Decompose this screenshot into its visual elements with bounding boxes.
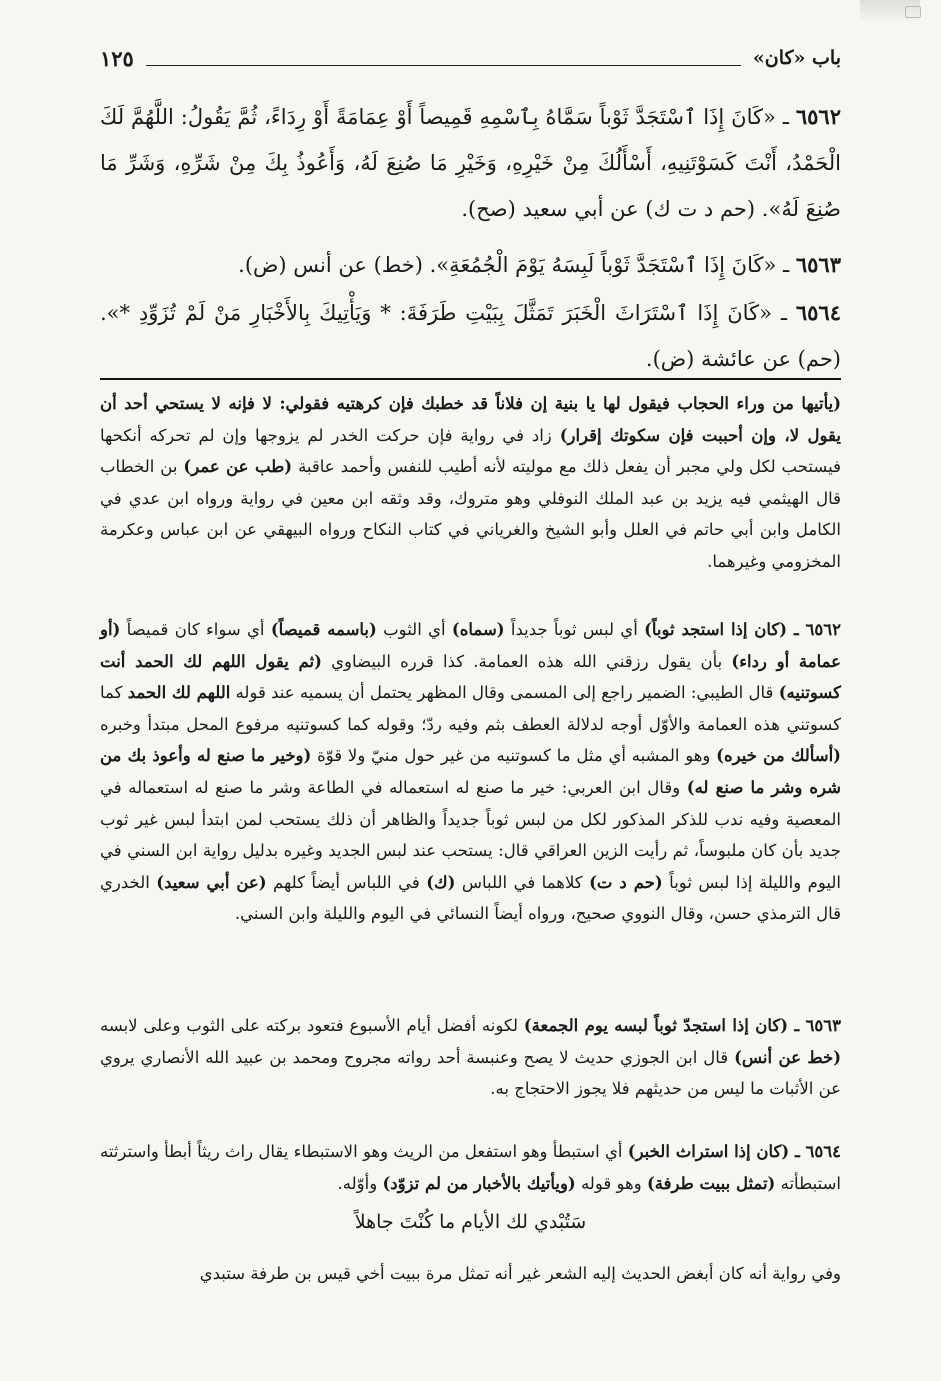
hadith-source: (خط) عن أنس (ض). bbox=[238, 253, 423, 277]
commentary-bold: (أو عمامة أو رداء) bbox=[100, 620, 841, 671]
commentary-number: ٦٥٦٤ ـ bbox=[789, 1142, 841, 1161]
commentary-bold: (ويأتيك بالأخبار من لم تزوّد) bbox=[382, 1173, 576, 1193]
chapter-title: باب «كان» bbox=[752, 47, 841, 69]
page-header bbox=[100, 42, 841, 74]
hadith-6563: ٦٥٦٣ ـ «كَانَ إِذَا ٱسْتَجَدَّ ثَوْباً لَبِسَهُ يَوْمَ الْجُمُعَةِ». (خط) عن أنس (ض). bbox=[238, 252, 841, 277]
header-rule bbox=[146, 65, 741, 66]
hadith-text: «كَانَ إِذَا ٱسْتَجَدَّ ثَوْباً لَبِسَهُ يَوْمَ الْجُمُعَةِ». bbox=[429, 253, 777, 277]
hadith-text: «كَانَ إِذَا ٱسْتَرَاثَ الْخَبَرَ تَمَثَّلَ بِبَيْتِ طَرَفَةَ: * وَيَأْتِيكَ بِالأَخْبَارِ مَنْ لَمْ تُزَوِّدِ *». bbox=[100, 301, 772, 325]
commentary-text: في اللباس أيضاً كلهم bbox=[266, 872, 427, 892]
commentary-bold: (طب عن عمر) bbox=[183, 457, 293, 477]
commentary-bold: (أسألك من خيره) bbox=[716, 746, 841, 766]
commentary-continued bbox=[100, 388, 841, 578]
hadith-6562: ٦٥٦٢ ـ «كَانَ إِذَا ٱسْتَجَدَّ ثَوْباً سَمَّاهُ بِٱسْمِهِ قَمِيصاً أَوْ عِمَامَةً أَوْ رِدَاءً، ثُمَّ يَقُولُ: اللَّهُمَّ لَكَ الْحَمْدُ، أَنْتَ كَسَوْتَنِيهِ، أَسْأَلُكَ مِنْ خَيْرِهِ، وَخَيْرِ مَا صُنِعَ لَهُ، وَأَعُوذُ بِكَ مِنْ شَرِّهِ، وَشَرِّ مَا صُنِعَ لَهُ». (حم د ت ك) عن أبي سعيد (صح). bbox=[100, 104, 841, 221]
commentary-text: بن الخطاب قال الهيثمي فيه يزيد بن عبد الملك النوفلي وهو متروك، وقد وثقه ابن معين في رواية ورواه ابن عدي في الكامل وابن أبي حاتم في العلل وأبو الشيخ والغرياني في كتاب النكاح ورواه البيهقي عن ابن عباس وعكرمة المخزومي وغيرهما. bbox=[100, 457, 841, 571]
commentary-number: ٦٥٦٣ ـ bbox=[788, 1016, 841, 1035]
commentary-bold: (تمثل ببيت طرفة) bbox=[646, 1173, 776, 1193]
hadith-source: (حم د ت ك) عن أبي سعيد (صح). bbox=[461, 197, 756, 221]
commentary-text: الخدري قال الترمذي حسن، وقال النووي صحيح، ورواه أيضاً النسائي في اليوم والليلة وابن السني. bbox=[100, 872, 841, 924]
commentary-text: قال ابن الجوزي حديث لا يصح وعنبسة أحد رواته مجروح ومحمد بن عبيد الله الأنصاري يروي عن الأثبات ما ليس من حديثهم فلا يجوز الاحتجاج به. bbox=[100, 1047, 841, 1099]
hadith-source: (حم) عن عائشة (ض). bbox=[645, 347, 841, 371]
commentary-text: قال الطيبي: الضمير راجع إلى المسمى وقال المظهر يحتمل أن يسميه عند قوله bbox=[230, 683, 779, 703]
commentary-text: كما كسوتني هذه العمامة والأوّل أوجه لدلالة العطف بثم وفيه ردّ؛ وقوله كما كسوتنيه مرفوع المحل مبتدأ وخبره bbox=[100, 683, 841, 734]
commentary-bold: (خط عن أنس) bbox=[734, 1047, 841, 1067]
commentary-text: أي سواء كان قميصاً bbox=[120, 620, 271, 639]
commentary-bold: (باسمه قميصاً) bbox=[270, 620, 377, 639]
commentary-bold: (كان إذا استجد ثوباً) bbox=[644, 620, 788, 639]
corner-mark bbox=[905, 6, 921, 18]
hadith-number: ٦٥٦٤ bbox=[795, 300, 841, 325]
commentary-text: وقال ابن العربي: خير ما صنع له استعماله في الطاعة وشر ما صنع له استعماله في المعصية وفيه ندب للذكر المذكور لكل من لبس ثوباً جديداً والظاهر أن ذلك يستحب لمن ابتدأ لبس غير ثوب جديد بأن كان ملبوساً، ثم رأيت الزين العراقي قال: يستحب عند لبس الجديد وغيره بدليل رواية ابن السني في اليوم والليلة إذا لبس ثوباً bbox=[100, 777, 841, 892]
commentary-6563 bbox=[100, 1010, 841, 1105]
hadith-text: «كَانَ إِذَا ٱسْتَجَدَّ ثَوْباً سَمَّاهُ بِٱسْمِهِ قَمِيصاً أَوْ عِمَامَةً أَوْ رِدَاءً، ثُمَّ يَقُولُ: اللَّهُمَّ لَكَ الْحَمْدُ، أَنْتَ كَسَوْتَنِيهِ، أَسْأَلُكَ مِنْ خَيْرِهِ، وَخَيْرِ مَا صُنِعَ لَهُ، وَأَعُوذُ بِكَ مِنْ شَرِّهِ، وَشَرِّ مَا صُنِعَ لَهُ». bbox=[100, 105, 841, 221]
commentary-text: أي الثوب bbox=[376, 620, 452, 639]
commentary-bold: (ثم يقول اللهم لك الحمد أنت كسوتنيه) bbox=[100, 651, 842, 703]
hadith-number: ٦٥٦٣ bbox=[795, 252, 841, 277]
commentary-text: وهو المشبه أي مثل ما كسوتنيه من غير حول منيّ ولا قوّة bbox=[311, 746, 717, 766]
commentary-bold: (سماه) bbox=[451, 620, 505, 639]
commentary-6562 bbox=[100, 614, 841, 930]
commentary-bold: (يأتيها من وراء الحجاب فيقول لها يا بنية إن فلاناً قد خطبك فإن كرهتيه فقولي: لا فإنه لا يستحي أحد أن يقول لا، وإن أحببت فإن سكوتك إقرار) bbox=[100, 394, 841, 445]
section-divider bbox=[100, 378, 841, 380]
commentary-text: وهو قوله bbox=[575, 1173, 647, 1193]
commentary-text: وأوّله. bbox=[337, 1173, 383, 1193]
commentary-last-line: وفي رواية أنه كان أبغض الحديث إليه الشعر غير أنه تمثل مرة ببيت أخي قيس بن طرفة ستبدي bbox=[199, 1264, 841, 1283]
commentary-text: بأن يقول رزقني الله هذه العمامة. كذا قرره البيضاوي bbox=[321, 651, 732, 671]
commentary-bold: (ك) bbox=[426, 872, 456, 892]
commentary-text: زاد في رواية فإن حركت الخدر لم يزوجها وإن لم تحركه أنكحها فيستحب لكل ولي مجبر أن يفعل ذلك مع موليته لأنه أطيب للنفس وأحمد عاقبة bbox=[100, 425, 841, 477]
commentary-text: أي استبطأ وهو استفعل من الريث وهو الاستبطاء يقال راث ريثاً أبطأ واسترثته استبطأته bbox=[100, 1142, 841, 1193]
commentary-bold: (كان إذا استجدّ ثوباً لبسه يوم الجمعة) bbox=[523, 1016, 789, 1035]
commentary-text: أي لبس ثوباً جديداً bbox=[504, 620, 645, 639]
commentary-number: ٦٥٦٢ ـ bbox=[787, 620, 841, 639]
page-number: ١٢٥ bbox=[100, 45, 134, 71]
poetry-verse: سَتُبْدي لك الأيام ما كُنْتَ جاهلاً bbox=[354, 1211, 587, 1233]
commentary-bold: اللهم لك الحمد bbox=[127, 683, 231, 703]
commentary-text: لكونه أفضل أيام الأسبوع فتعود بركته على الثوب وعلى لابسه bbox=[100, 1016, 524, 1035]
commentary-text: كلاهما في اللباس bbox=[455, 872, 590, 892]
commentary-bold: (كان إذا استراث الخبر) bbox=[627, 1142, 790, 1161]
commentary-bold: (وخير ما صنع له وأعوذ بك من شره وشر ما صنع له) bbox=[100, 746, 841, 797]
commentary-6564 bbox=[100, 1136, 841, 1199]
hadith-6564: ٦٥٦٤ ـ «كَانَ إِذَا ٱسْتَرَاثَ الْخَبَرَ تَمَثَّلَ بِبَيْتِ طَرَفَةَ: * وَيَأْتِيكَ بِالأَخْبَارِ مَنْ لَمْ تُزَوِّدِ *». (حم) عن عائشة (ض). bbox=[100, 300, 841, 371]
hadith-number: ٦٥٦٢ bbox=[795, 104, 841, 129]
commentary-bold: (عن أبي سعيد) bbox=[156, 872, 267, 892]
commentary-bold: (حم د ت) bbox=[589, 872, 663, 892]
